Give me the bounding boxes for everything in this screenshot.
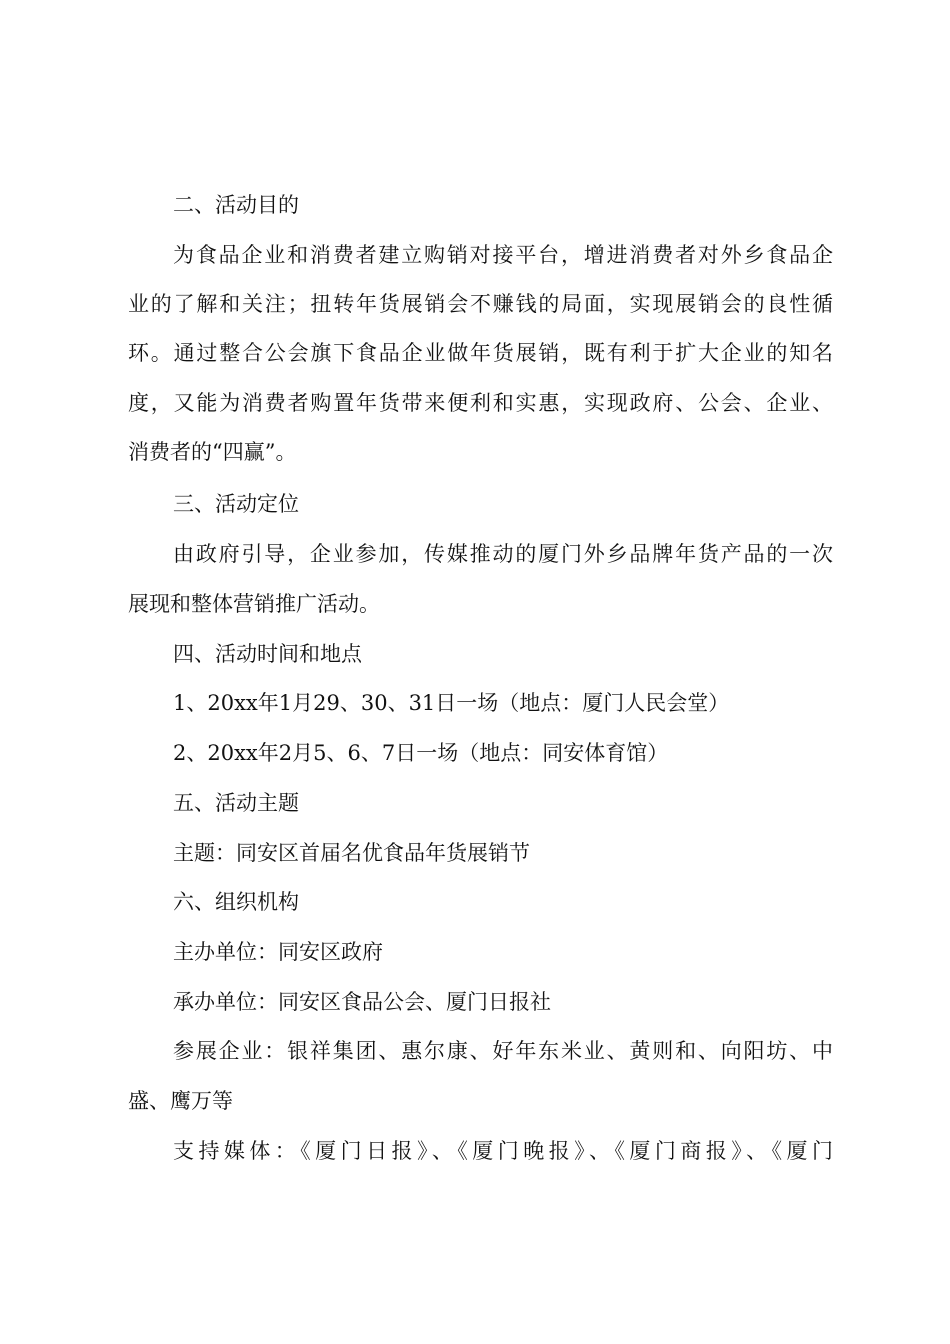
media-support-line: 支持媒体：《厦门日报》、《厦门晚报》、《厦门商报》、《厦门 (173, 1139, 833, 1163)
paragraph-line: 环。通过整合公会旗下食品企业做年货展销，既有利于扩大企业的知名 (128, 341, 833, 365)
list-item: 1、20xx年1月29、30、31日一场（地点：厦门人民会堂） (173, 691, 730, 715)
paragraph-line: 由政府引导，企业参加，传媒推动的厦门外乡品牌年货产品的一次 (173, 542, 833, 566)
paragraph-line: 为食品企业和消费者建立购销对接平台，增进消费者对外乡食品企 (173, 243, 833, 267)
paragraph-line: 展现和整体营销推广活动。 (128, 592, 380, 616)
exhibitors-line-continued: 盛、鹰万等 (128, 1089, 233, 1113)
section-heading-organization: 六、组织机构 (173, 890, 299, 914)
section-heading-theme: 五、活动主题 (173, 791, 299, 815)
exhibitors-line: 参展企业：银祥集团、惠尔康、好年东米业、黄则和、向阳坊、中 (173, 1039, 833, 1063)
paragraph-line: 消费者的“四赢”。 (128, 440, 297, 464)
organizer-line: 主办单位：同安区政府 (173, 940, 383, 964)
list-item: 2、20xx年2月5、6、7日一场（地点：同安体育馆） (173, 741, 669, 765)
co-organizer-line: 承办单位：同安区食品公会、厦门日报社 (173, 990, 551, 1014)
section-heading-time-place: 四、活动时间和地点 (173, 642, 362, 666)
theme-text: 主题：同安区首届名优食品年货展销节 (173, 841, 530, 865)
section-heading-purpose: 二、活动目的 (173, 193, 299, 217)
paragraph-line: 业的了解和关注；扭转年货展销会不赚钱的局面，实现展销会的良性循 (128, 292, 833, 316)
paragraph-line: 度，又能为消费者购置年货带来便利和实惠，实现政府、公会、企业、 (128, 391, 833, 415)
section-heading-positioning: 三、活动定位 (173, 492, 299, 516)
